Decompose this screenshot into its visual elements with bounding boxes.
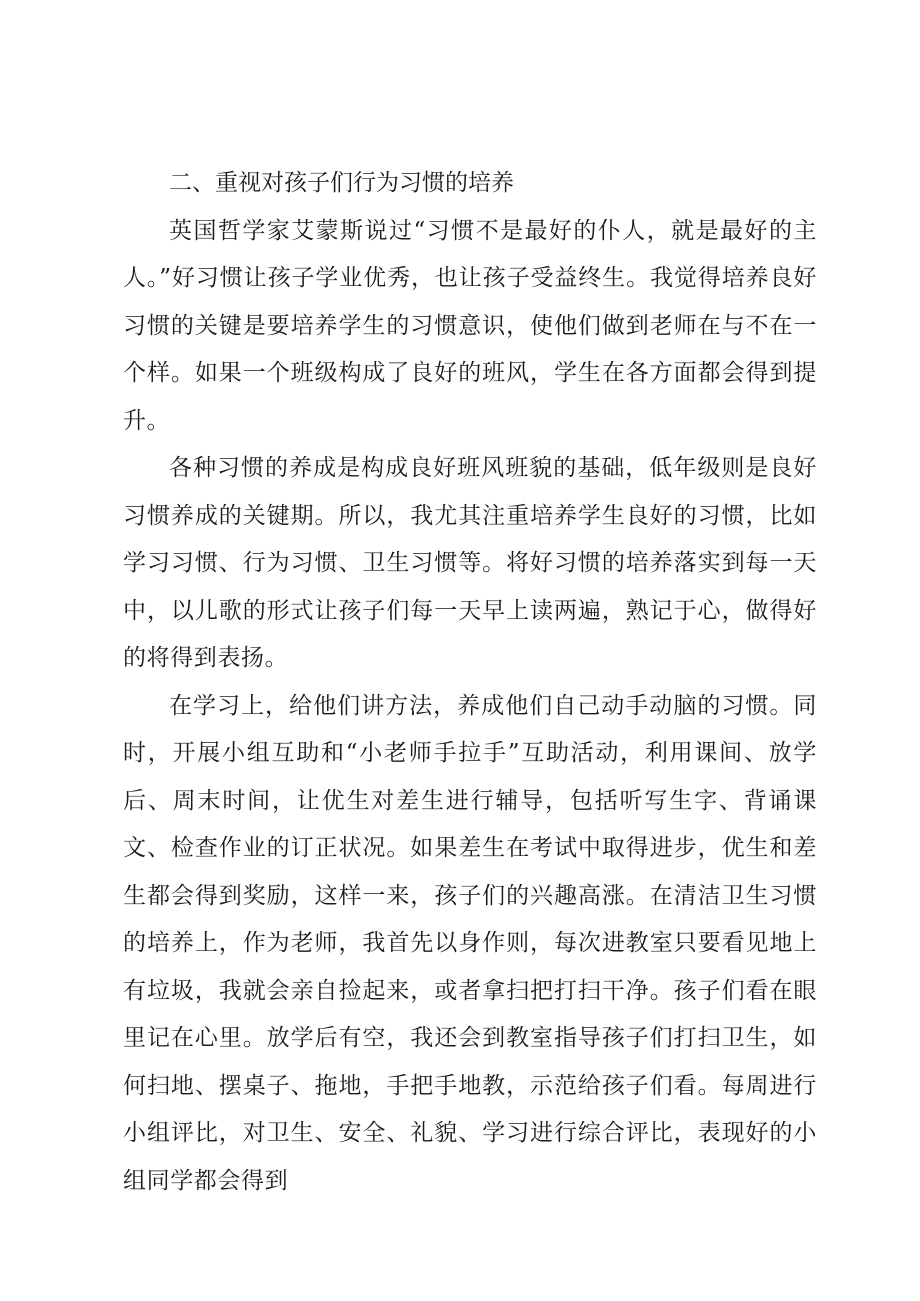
paragraph-habit-formation: 各种习惯的养成是构成良好班风班貌的基础，低年级则是良好习惯养成的关键期。所以，我尤其注重培养学生良好的习惯，比如学习习惯、行为习惯、卫生习惯等。将好习惯的培养落实到每一天中，以儿歌的形式让孩子们每一天早上读两遍，熟记于心，做得好的将得到表扬。: [123, 455, 817, 671]
section-heading: 二、重视对孩子们行为习惯的培养: [169, 170, 514, 196]
paragraph-habits-quote: 英国哲学家艾蒙斯说过“习惯不是最好的仆人，就是最好的主人。”好习惯让孩子学业优秀，也让孩子受益终生。我觉得培养良好习惯的关键是要培养学生的习惯意识，使他们做到老师在与不在一个样。如果一个班级构成了良好的班风，学生在各方面都会得到提升。: [123, 217, 817, 434]
paragraph-study-and-hygiene: 在学习上，给他们讲方法，养成他们自己动手动脑的习惯。同时，开展小组互助和“小老师手拉手”互助活动，利用课间、放学后、周末时间，让优生对差生进行辅导，包括听写生字、背诵课文、检查作业的订正状况。如果差生在考试中取得进步，优生和差生都会得到奖励，这样一来，孩子们的兴趣高涨。在清洁卫生习惯的培养上，作为老师，我首先以身作则，每次进教室只要看见地上有垃圾，我就会亲自捡起来，或者拿扫把打扫干净。孩子们看在眼里记在心里。放学后有空，我还会到教室指导孩子们打扫卫生，如何扫地、摆桌子、拖地，手把手地教，示范给孩子们看。每周进行小组评比，对卫生、安全、礼貌、学习进行综合评比，表现好的小组同学都会得到: [123, 692, 817, 1194]
document-body: [123, 160, 817, 1205]
